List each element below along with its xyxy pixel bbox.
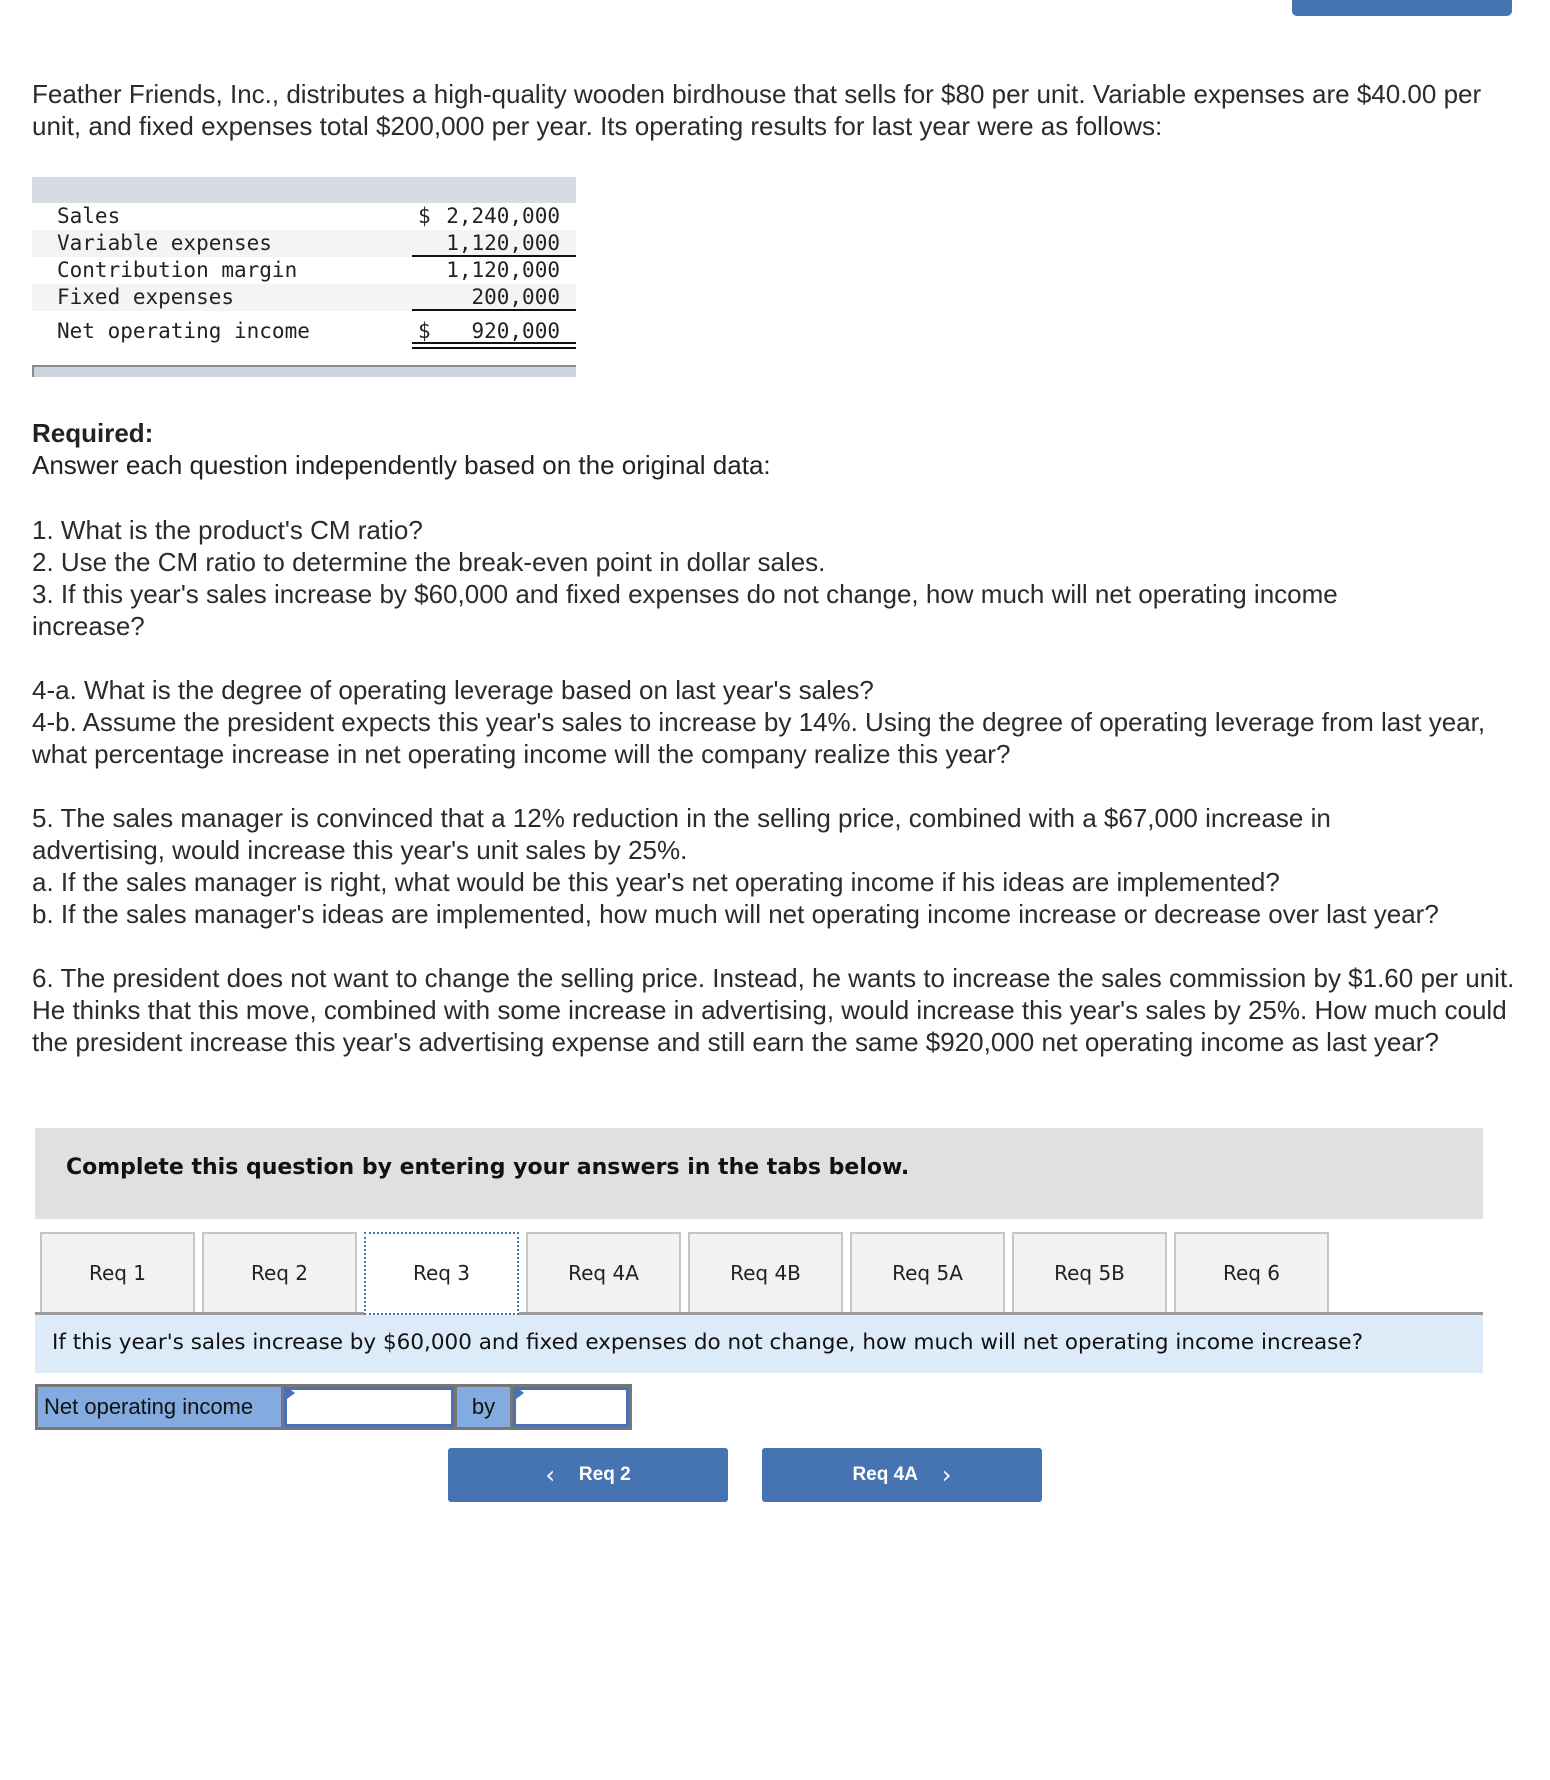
table-row-total (32, 311, 576, 351)
tab-req-4b[interactable]: Req 4B (688, 1232, 843, 1312)
tab-req-2[interactable]: Req 2 (202, 1232, 357, 1312)
questions-1-3 (32, 514, 1532, 642)
active-question-band (35, 1315, 1483, 1373)
row-label: Fixed expenses (57, 285, 235, 309)
answer-row (35, 1384, 632, 1430)
table-row (32, 203, 576, 230)
question-4b: 4-b. Assume the president expects this year's sales to increase by 14%. Using the degree of operating leverage from last year, what percentage increase in net operating income will the company realize this year? (32, 707, 1486, 769)
prev-req-button[interactable] (448, 1448, 728, 1502)
row-label: Sales (57, 204, 121, 228)
tab-req-4a[interactable]: Req 4A (526, 1232, 681, 1312)
tab-req-5a[interactable]: Req 5A (850, 1232, 1005, 1312)
table-row (32, 284, 576, 311)
question-5: 5. The sales manager is convinced that a 12% reduction in the selling price, combined with a $67,000 increase in advertising, would increase this year's unit sales by 25%. (32, 803, 1331, 865)
double-underline (412, 342, 576, 349)
instructions-text: Complete this question by entering your answers in the tabs below. (66, 1155, 910, 1180)
problem-intro: Feather Friends, Inc., distributes a high-quality wooden birdhouse that sells for $80 per unit. Variable expenses are $40.00 per unit, and fixed expenses total $200,000 per year. Its operating results for last year were as follows: (32, 79, 1482, 141)
question-5b: b. If the sales manager's ideas are implemented, how much will net operating income increase or decrease over last year? (32, 899, 1439, 929)
currency-symbol: $ (418, 319, 431, 343)
required-heading: Required: (32, 418, 154, 448)
tab-req-3[interactable]: Req 3 (364, 1232, 519, 1315)
top-action-button[interactable] (1292, 0, 1512, 16)
question-1: 1. What is the product's CM ratio? (32, 515, 423, 545)
input-marker-icon (287, 1387, 295, 1399)
connector-label: by (454, 1387, 513, 1427)
input-marker-icon (516, 1387, 524, 1399)
questions-5 (32, 802, 1550, 930)
tab-req-5b[interactable]: Req 5B (1012, 1232, 1167, 1312)
question-4a: 4-a. What is the degree of operating leverage based on last year's sales? (32, 675, 874, 705)
tab-req-1[interactable]: Req 1 (40, 1232, 195, 1312)
row-value: 920,000 (471, 319, 560, 343)
table-footer-bar (32, 365, 576, 377)
question-2: 2. Use the CM ratio to determine the break-even point in dollar sales. (32, 547, 826, 577)
questions-4 (32, 674, 1512, 770)
row-value: 200,000 (471, 285, 560, 309)
currency-symbol: $ (418, 204, 431, 228)
question-6: 6. The president does not want to change the selling price. Instead, he wants to increase the sales commission by $1.60 per unit. He thinks that this move, combined with some increase in advertising, would increase this year's sales by 25%. How much could the president increase this year's advertising expense and still earn the same $920,000 net operating income as last year? (32, 963, 1515, 1057)
question-3: 3. If this year's sales increase by $60,000 and fixed expenses do not change, how much will net operating income increase? (32, 579, 1338, 641)
tab-req-6[interactable]: Req 6 (1174, 1232, 1329, 1312)
answer-input-1-cell[interactable] (284, 1387, 454, 1427)
table-row (32, 230, 576, 257)
chevron-right-icon: › (941, 1461, 952, 1489)
answer-input-2[interactable] (516, 1390, 626, 1424)
answer-label: Net operating income (38, 1387, 284, 1427)
question-5a: a. If the sales manager is right, what would be this year's net operating income if his ideas are implemented? (32, 867, 1280, 897)
row-label: Variable expenses (57, 231, 272, 255)
next-req-button[interactable] (762, 1448, 1042, 1502)
prev-req-label: Req 2 (578, 1464, 631, 1485)
required-subtitle: Answer each question independently based on the original data: (32, 450, 771, 480)
row-value: 1,120,000 (446, 231, 560, 255)
answer-input-2-cell[interactable] (513, 1387, 629, 1427)
instructions-box (35, 1128, 1483, 1219)
table-header-band (32, 177, 576, 203)
row-label: Net operating income (57, 319, 310, 343)
next-req-label: Req 4A (852, 1464, 918, 1485)
table-row (32, 257, 576, 284)
answer-input-1[interactable] (287, 1390, 451, 1424)
questions-6 (32, 962, 1522, 1058)
row-label: Contribution margin (57, 258, 298, 282)
row-value: 1,120,000 (446, 258, 560, 282)
active-question-text: If this year's sales increase by $60,000 and fixed expenses do not change, how much will net operating income increase? (52, 1330, 1364, 1355)
income-statement-table (32, 177, 576, 377)
requirement-tabs (35, 1232, 1483, 1315)
chevron-left-icon: ‹ (545, 1461, 555, 1489)
row-value: 2,240,000 (446, 204, 560, 228)
